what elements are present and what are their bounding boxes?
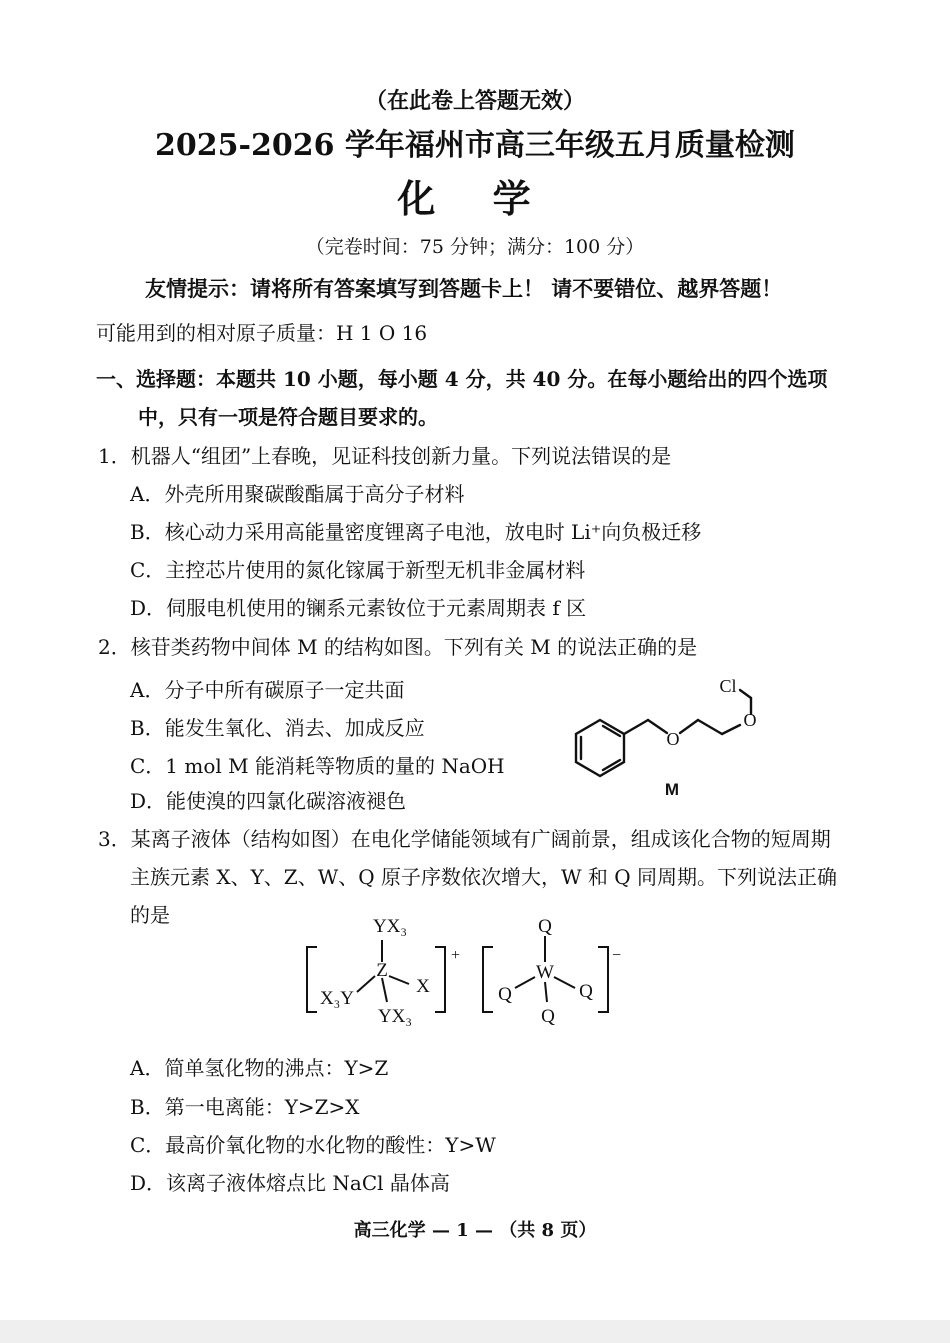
answer-invalid-notice: （在此卷上答题无效） (364, 88, 585, 114)
question-3-stem-end: 的是 (130, 903, 170, 927)
atomic-mass-note: 可能用到的相对原子质量：H 1 O 16 (96, 321, 428, 345)
cation-top-group: YX₃ (372, 916, 408, 937)
question-3-stem: 3．某离子液体（结构如图）在电化学储能领域有广阔前景，组成该化合物的短周期 (98, 827, 831, 851)
molecule-label: M (664, 780, 680, 799)
q3-option-d: D．该离子液体熔点比 NaCl 晶体高 (130, 1171, 450, 1195)
subject-title: 化 学 (397, 176, 553, 221)
q1-option-b: B．核心动力采用高能量密度锂离子电池，放电时 Li⁺向负极迁移 (130, 520, 702, 544)
page-bottom-band (0, 1320, 950, 1343)
oxygen-atom-2: O (743, 710, 757, 730)
page-footer: 高三化学 — 1 — （共 8 页） (353, 1220, 597, 1241)
anion-top-atom: Q (538, 916, 552, 937)
question-3-stem-cont: 主族元素 X、Y、Z、W、Q 原子序数依次增大，W 和 Q 同周期。下列说法正确 (130, 865, 838, 889)
q2-option-a: A．分子中所有碳原子一定共面 (130, 678, 405, 702)
q2-option-b: B．能发生氧化、消去、加成反应 (130, 716, 425, 740)
section-title-cont: 中，只有一项是符合题目要求的。 (138, 405, 438, 429)
time-info: （完卷时间：75 分钟；满分：100 分） (305, 236, 645, 258)
anion-center-atom: W (536, 962, 554, 983)
anion-bottom-atom: Q (541, 1006, 555, 1027)
q2-option-c: C．1 mol M 能消耗等物质的量的 NaOH (130, 754, 505, 778)
q2-option-d: D．能使溴的四氯化碳溶液褪色 (130, 789, 407, 813)
q3-option-a: A．简单氢化物的沸点：Y>Z (130, 1056, 389, 1080)
friendly-tip: 友情提示：请将所有答案填写到答题卡上！ 请不要错位、越界答题！ (145, 276, 783, 301)
cation-center-atom: Z (376, 960, 388, 981)
ionic-liquid-structure (295, 912, 635, 1037)
cation-bottom-group: YX₃ (377, 1006, 413, 1027)
q3-option-b: B．第一电离能：Y>Z>X (130, 1095, 360, 1119)
question-2-stem: 2．核苷类药物中间体 M 的结构如图。下列有关 M 的说法正确的是 (98, 635, 698, 659)
oxygen-atom-1: O (666, 729, 680, 749)
question-1-stem: 1．机器人“组团”上春晚，见证科技创新力量。下列说法错误的是 (98, 444, 672, 468)
anion-charge: − (612, 947, 622, 964)
section-title: 一、选择题：本题共 10 小题，每小题 4 分，共 40 分。在每小题给出的四个选项 (96, 367, 828, 391)
cation-left-group: X₃Y (319, 988, 355, 1009)
q1-option-a: A．外壳所用聚碳酸酯属于高分子材料 (130, 482, 465, 506)
q3-option-c: C．最高价氧化物的水化物的酸性：Y>W (130, 1133, 496, 1157)
cation-right-atom: X (416, 976, 430, 997)
anion-right-atom: Q (579, 981, 593, 1002)
q1-option-d: D．伺服电机使用的镧系元素钕位于元素周期表 f 区 (130, 596, 587, 620)
chlorine-atom: Cl (719, 676, 737, 696)
q1-option-c: C．主控芯片使用的氮化镓属于新型无机非金属材料 (130, 558, 586, 582)
molecule-m-structure (560, 670, 780, 805)
anion-left-atom: Q (498, 984, 512, 1005)
exam-title: 2025-2026 学年福州市高三年级五月质量检测 (155, 128, 795, 163)
cation-charge: + (451, 947, 461, 964)
